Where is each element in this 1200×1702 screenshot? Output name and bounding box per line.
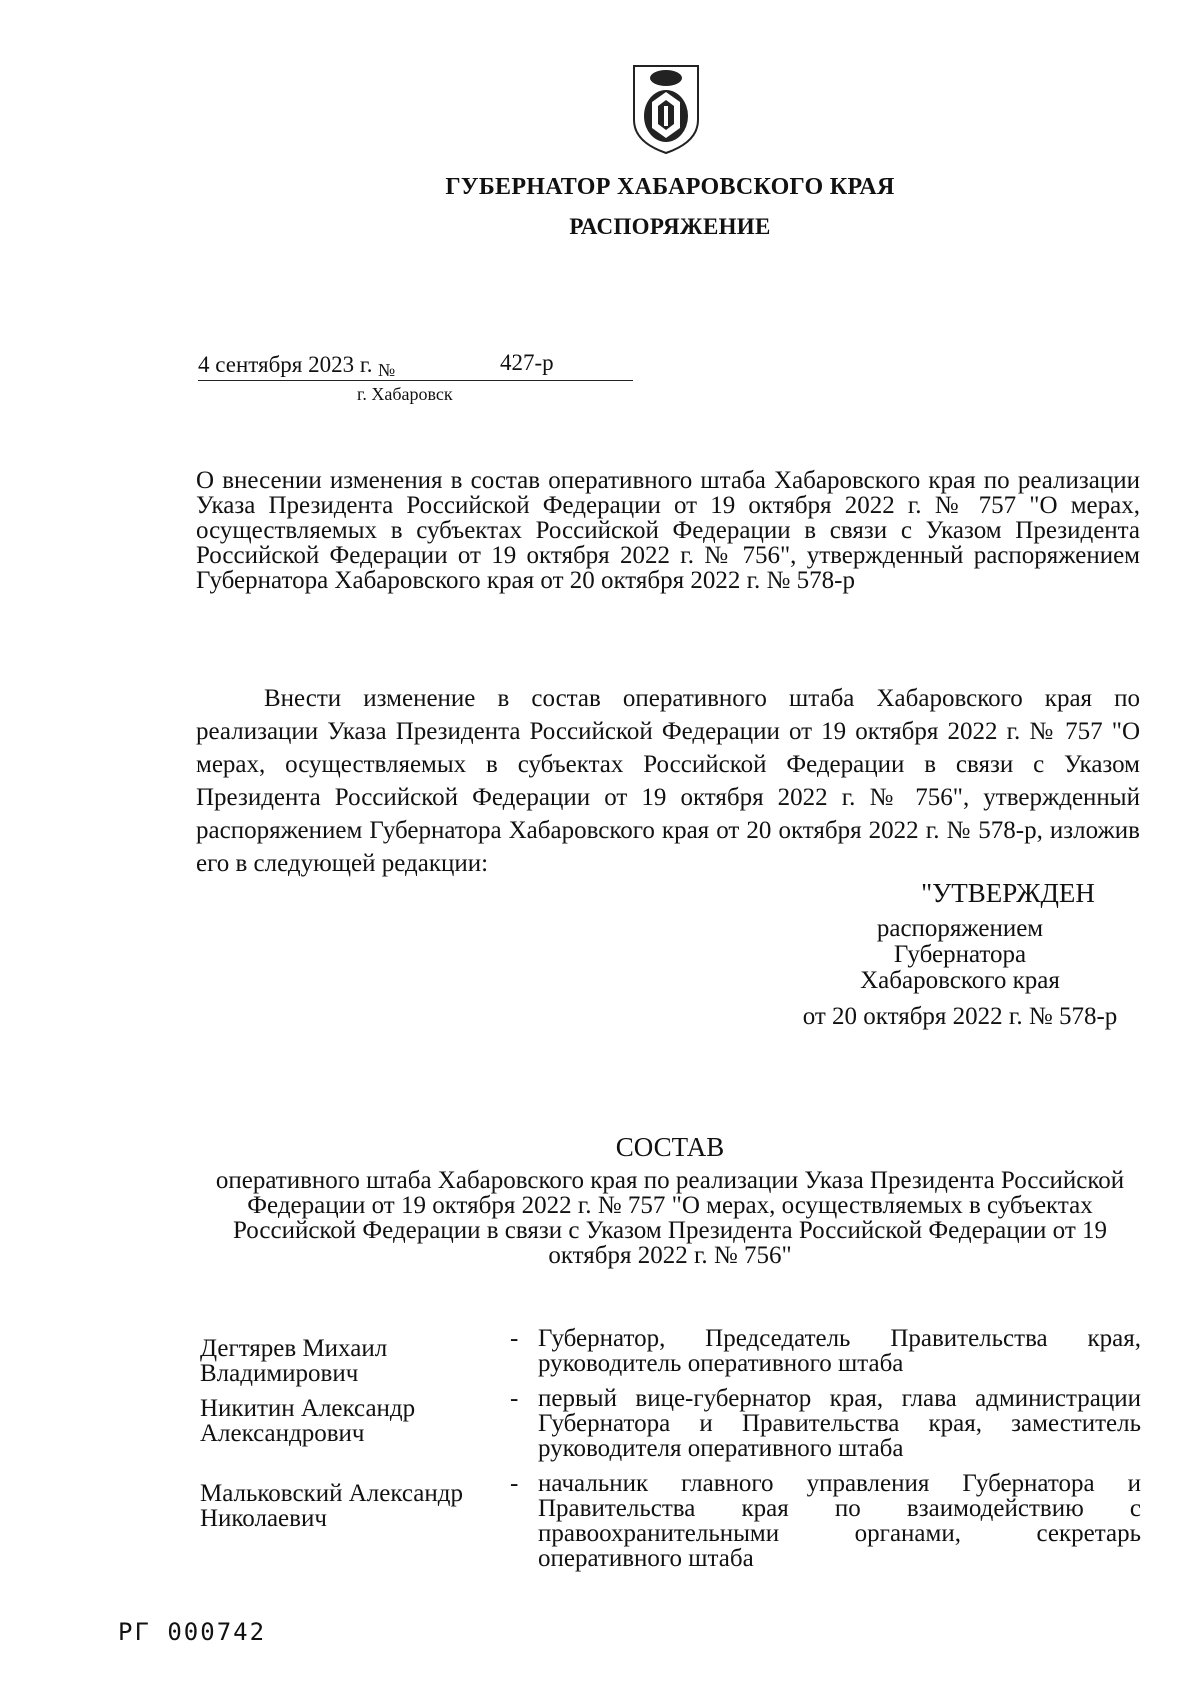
document-type: РАСПОРЯЖЕНИЕ [569, 214, 771, 239]
member-dash: - [510, 1385, 519, 1412]
approval-line-1: распоряжением [876, 915, 1044, 942]
date-number-line [198, 350, 633, 381]
coat-of-arms-emblem [628, 62, 704, 156]
approval-line-2: Губернатора [893, 941, 1027, 968]
document-subject: О внесении изменения в состав оперативного штаба Хабаровского края по реализации Указа Президента Российской Федерации от 19 октября 2022 г. № 757 "О мерах, осуществляемых в субъектах Российской Федерации в связи с Указом Президента Российской Федерации от 19 октября 2022 г. № 756", утвержденный распоряжением Губернатора Хабаровского края от 20 октября 2022 г. № 578-р [196, 467, 1140, 594]
member-name: Никитин Александр Александрович [200, 1395, 416, 1447]
approval-stamp [760, 880, 1160, 1030]
members-list [200, 1326, 1150, 1571]
member-dash: - [510, 1470, 519, 1497]
composition-subtitle: оперативного штаба Хабаровского края по реализации Указа Президента Российской Федерации от 19 октября 2022 г. № 757 "О мерах, осуществляемых в субъектах Российской Федерации в связи с Указом Президента Российской Федерации от 19 октября 2022 г. № 756" [215, 1167, 1125, 1269]
member-role: первый вице-губернатор края, глава администрации Губернатора и Правительства края, заместитель руководителя оперативного штаба [538, 1385, 1141, 1462]
approval-line-3: Хабаровского края [860, 967, 1060, 994]
member-name: Дегтярев Михаил Владимирович [200, 1335, 388, 1387]
member-name: Мальковский Александр Николаевич [200, 1480, 463, 1532]
approval-title: "УТВЕРЖДЕН [921, 878, 1095, 908]
city-label: г. Хабаровск [357, 384, 453, 404]
number-sign: № [378, 360, 396, 380]
member-row [200, 1386, 1150, 1461]
main-paragraph: Внести изменение в состав оперативного штаба Хабаровского края по реализации Указа Президента Российской Федерации от 19 октября 2022 г. № 757 "О мерах, осуществляемых в субъектах Российской Федерации в связи с Указом Президента Российской Федерации от 19 октября 2022 г. № 756", утвержденный распоряжением Губернатора Хабаровского края от 20 октября 2022 г. № 578-р, изложив его в следующей редакции: [196, 685, 1140, 877]
member-dash: - [510, 1325, 519, 1352]
member-role: начальник главного управления Губернатора и Правительства края по взаимодействию с правоохранительными органами, секретарь оперативного штаба [538, 1470, 1141, 1572]
document-date: 4 сентября 2023 г. [198, 352, 373, 377]
issuer-title: ГУБЕРНАТОР ХАБАРОВСКОГО КРАЯ [445, 174, 895, 200]
member-row [200, 1325, 1150, 1387]
document-number: 427-р [500, 350, 554, 375]
member-row [200, 1471, 1150, 1571]
approval-date: от 20 октября 2022 г. № 578-р [802, 1003, 1118, 1030]
composition-title: СОСТАВ [615, 1132, 725, 1162]
form-serial-number: РГ 000742 [118, 1618, 267, 1646]
member-role: Губернатор, Председатель Правительства края, руководитель оперативного штаба [538, 1325, 1141, 1377]
